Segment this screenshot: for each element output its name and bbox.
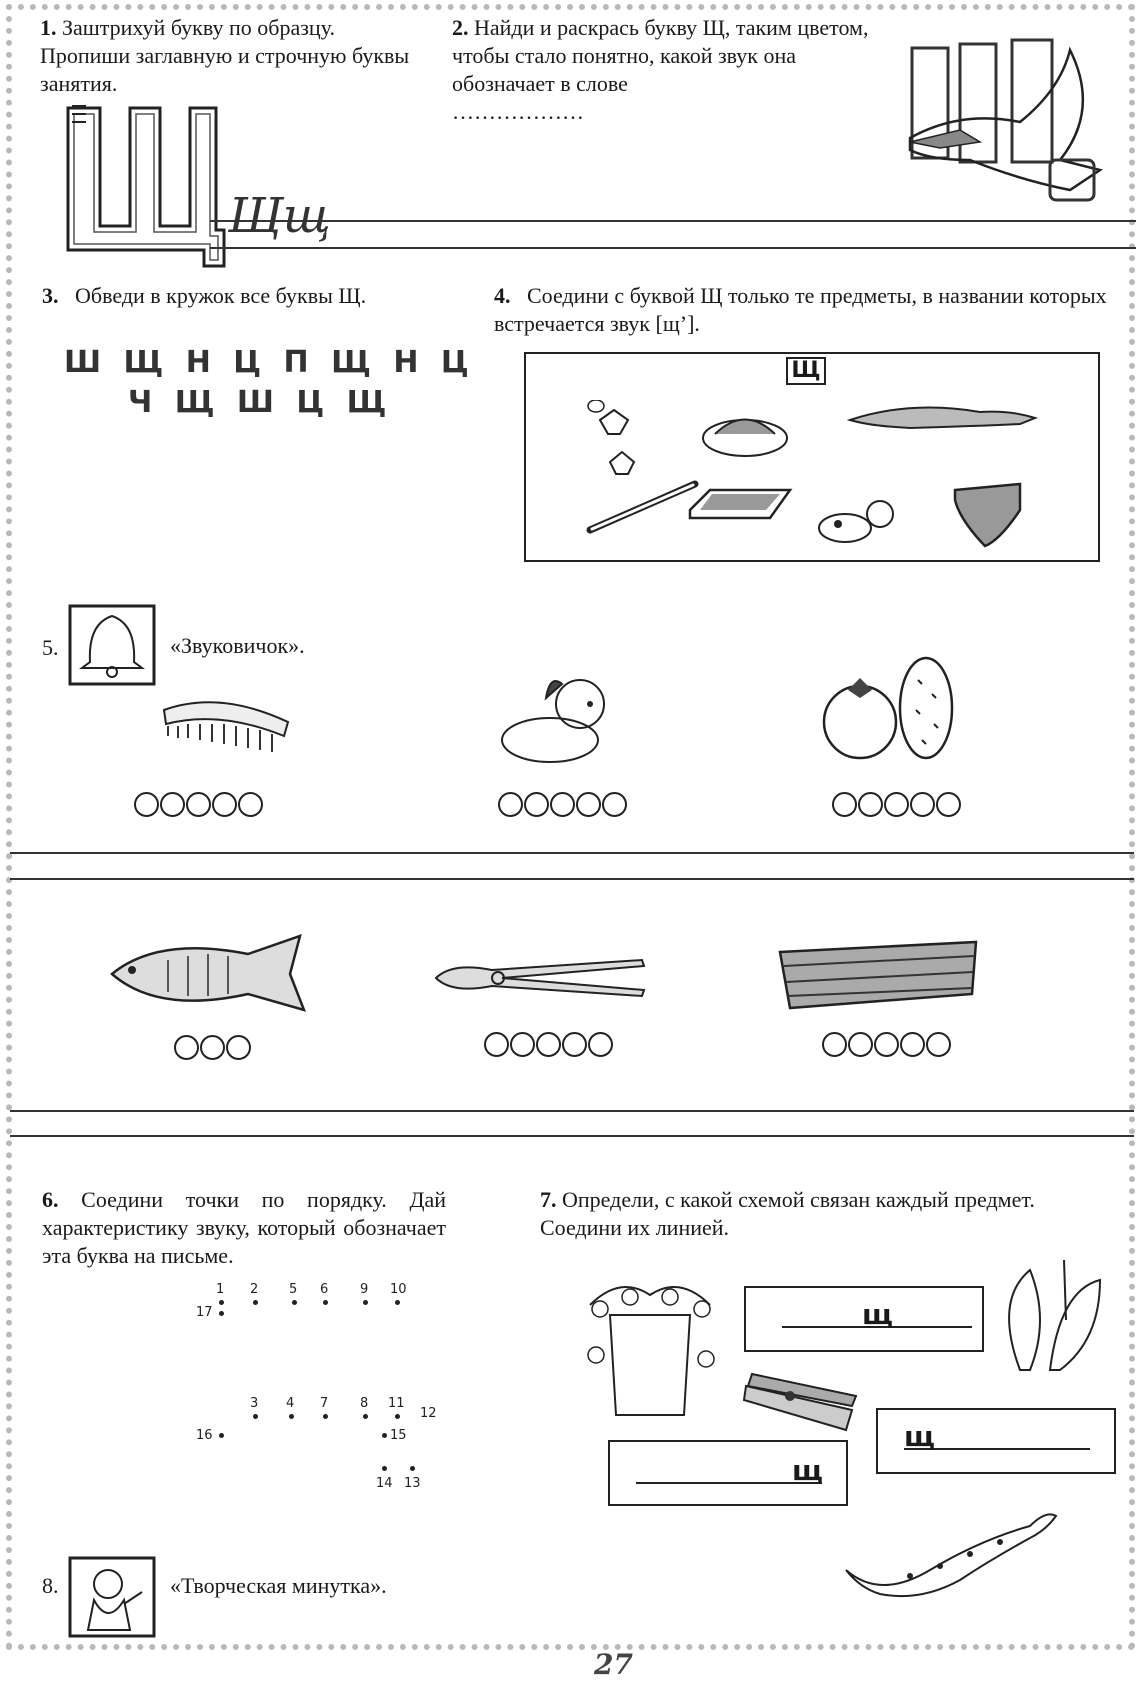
dot-label: 14 — [376, 1476, 393, 1491]
puppy-picture — [480, 668, 630, 768]
task-7 — [540, 1186, 1110, 1242]
sound-circle[interactable] — [588, 1032, 613, 1057]
brush-icon — [160, 690, 300, 760]
dot-label: 4 — [286, 1396, 295, 1411]
task-4-number: 4. — [494, 283, 511, 308]
task-2-answer-blank: ……………… — [452, 99, 584, 124]
circles-brush — [134, 792, 264, 817]
scheme-letter: щ — [904, 1420, 935, 1453]
sound-circle[interactable] — [562, 1032, 587, 1057]
letters-row-2: Ч Щ Ш Ц Щ — [128, 385, 393, 420]
scheme-box-1 — [744, 1286, 984, 1352]
dot-label: 7 — [320, 1396, 329, 1411]
sound-circle[interactable] — [510, 1032, 535, 1057]
scheme-letter: щ — [792, 1454, 823, 1487]
dot-label: 5 — [289, 1282, 298, 1297]
divider-1 — [10, 852, 1134, 854]
box-icon — [690, 490, 790, 518]
sound-circle[interactable] — [822, 1032, 847, 1057]
sound-circle[interactable] — [212, 792, 237, 817]
task-8-number: 8. — [42, 1573, 59, 1598]
dot-label: 17 — [196, 1305, 213, 1320]
dot — [219, 1311, 224, 1316]
sound-circle[interactable] — [858, 792, 883, 817]
shield-icon — [955, 484, 1020, 546]
sound-circle[interactable] — [900, 1032, 925, 1057]
page-number: 27 — [594, 1648, 633, 1681]
task-4-objects — [580, 400, 1100, 560]
task-2 — [452, 14, 872, 126]
sound-circle[interactable] — [238, 792, 263, 817]
scheme-letter: щ — [862, 1298, 893, 1331]
task-4 — [494, 282, 1114, 338]
dot — [323, 1300, 328, 1305]
dot — [219, 1433, 224, 1438]
task-1-text: Заштрихуй букву по образцу. Пропиши заглавную и строчную буквы занятия. — [40, 15, 410, 96]
task-2-number: 2. — [452, 15, 469, 40]
sound-circle[interactable] — [926, 1032, 951, 1057]
dot — [363, 1414, 368, 1419]
circles-puppy — [498, 792, 628, 817]
dot-label: 6 — [320, 1282, 329, 1297]
sound-circle[interactable] — [134, 792, 159, 817]
circles-crate — [822, 1032, 952, 1057]
sound-circle[interactable] — [524, 792, 549, 817]
clothespin-picture — [742, 1366, 862, 1436]
sound-circle[interactable] — [936, 792, 961, 817]
sound-circle[interactable] — [186, 792, 211, 817]
dot — [253, 1300, 258, 1305]
dot-label: 8 — [360, 1396, 369, 1411]
dot — [395, 1300, 400, 1305]
lizard-picture — [840, 1490, 1070, 1600]
divider-4 — [10, 1135, 1134, 1137]
sound-circle[interactable] — [576, 792, 601, 817]
scheme-box-3 — [608, 1440, 848, 1506]
dot — [219, 1300, 224, 1305]
writing-line-bottom — [210, 247, 1136, 249]
task-1 — [40, 14, 420, 98]
dot — [363, 1300, 368, 1305]
sound-circle[interactable] — [602, 792, 627, 817]
pike-letter-picture — [900, 30, 1130, 210]
sound-circle[interactable] — [910, 792, 935, 817]
circles-fish — [174, 1035, 252, 1060]
task-5-text: «Звуковичок». — [170, 633, 305, 658]
sound-circle[interactable] — [498, 792, 523, 817]
dot-label: 16 — [196, 1428, 213, 1443]
dot — [292, 1300, 297, 1305]
dot — [382, 1433, 387, 1438]
cursive-sample: Щщ — [228, 188, 331, 244]
creative-character-icon — [68, 1556, 156, 1638]
task-8-text: «Творческая минутка». — [170, 1573, 387, 1598]
dot — [323, 1414, 328, 1419]
task-6-number: 6. — [42, 1187, 59, 1212]
shaded-letter-shcha — [60, 100, 230, 270]
sound-circle[interactable] — [200, 1035, 225, 1060]
task-6-text: Соедини точки по порядку. Дай характеристику звуку, который обозначает эта буква на письме. — [42, 1187, 446, 1268]
sound-circle[interactable] — [160, 792, 185, 817]
sound-circle[interactable] — [884, 792, 909, 817]
hat-icon — [703, 420, 787, 457]
dot-label: 12 — [420, 1406, 437, 1421]
dot-label: 11 — [388, 1396, 405, 1411]
vegetables-picture — [818, 650, 978, 770]
task-1-number: 1. — [40, 15, 57, 40]
task-3-text: Обведи в кружок все буквы Щ. — [75, 283, 367, 308]
task-3 — [42, 282, 462, 310]
jewels-icon — [588, 400, 634, 474]
divider-2 — [10, 878, 1134, 880]
sound-circle[interactable] — [874, 1032, 899, 1057]
task-7-text: Определи, с какой схемой связан каждый предмет. Соедини их линией. — [540, 1187, 1035, 1240]
dot — [410, 1466, 415, 1471]
bell-icon — [68, 604, 156, 686]
sound-circle[interactable] — [848, 1032, 873, 1057]
writing-line-top — [210, 220, 1136, 222]
task-4-text: Соедини с буквой Щ только те предметы, в названии которых встречается звук [щ’]. — [494, 283, 1107, 336]
sound-circle[interactable] — [484, 1032, 509, 1057]
dot-label: 1 — [216, 1282, 225, 1297]
dot-label: 9 — [360, 1282, 369, 1297]
task-7-number: 7. — [540, 1187, 557, 1212]
ivy-vase-picture — [580, 1275, 720, 1425]
dot — [289, 1414, 294, 1419]
fish-picture — [108, 930, 328, 1020]
pike-fish-icon — [850, 408, 1035, 429]
pliers-picture — [432, 948, 652, 1008]
crate-picture — [776, 938, 986, 1018]
sound-circle[interactable] — [226, 1035, 251, 1060]
task-4-letter-box: Щ — [786, 357, 826, 385]
sorrel-plant-picture — [990, 1240, 1120, 1380]
dot — [382, 1466, 387, 1471]
sound-circle[interactable] — [832, 792, 857, 817]
task-6 — [42, 1186, 446, 1270]
circles-pliers — [484, 1032, 614, 1057]
task-2-text: Найди и раскрась букву Щ, таким цветом, чтобы стало понятно, какой звук она обозначает в слове — [452, 15, 869, 96]
divider-3 — [10, 1110, 1134, 1112]
task-3-number: 3. — [42, 283, 59, 308]
dot-label: 13 — [404, 1476, 421, 1491]
sound-circle[interactable] — [536, 1032, 561, 1057]
scheme-box-2 — [876, 1408, 1116, 1474]
task-5-number: 5. — [42, 635, 59, 660]
circles-vegetables — [832, 792, 962, 817]
puppy-icon — [819, 501, 893, 542]
dot-label: 10 — [390, 1282, 407, 1297]
sound-circle[interactable] — [550, 792, 575, 817]
dot-label: 3 — [250, 1396, 259, 1411]
dot-label: 15 — [390, 1428, 407, 1443]
dot — [253, 1414, 258, 1419]
dot-label: 2 — [250, 1282, 259, 1297]
sound-circle[interactable] — [174, 1035, 199, 1060]
dot — [395, 1414, 400, 1419]
toothbrush-icon — [590, 484, 695, 530]
letters-row-1: Ш Щ Н Ц П Щ Н Ц — [64, 345, 475, 380]
